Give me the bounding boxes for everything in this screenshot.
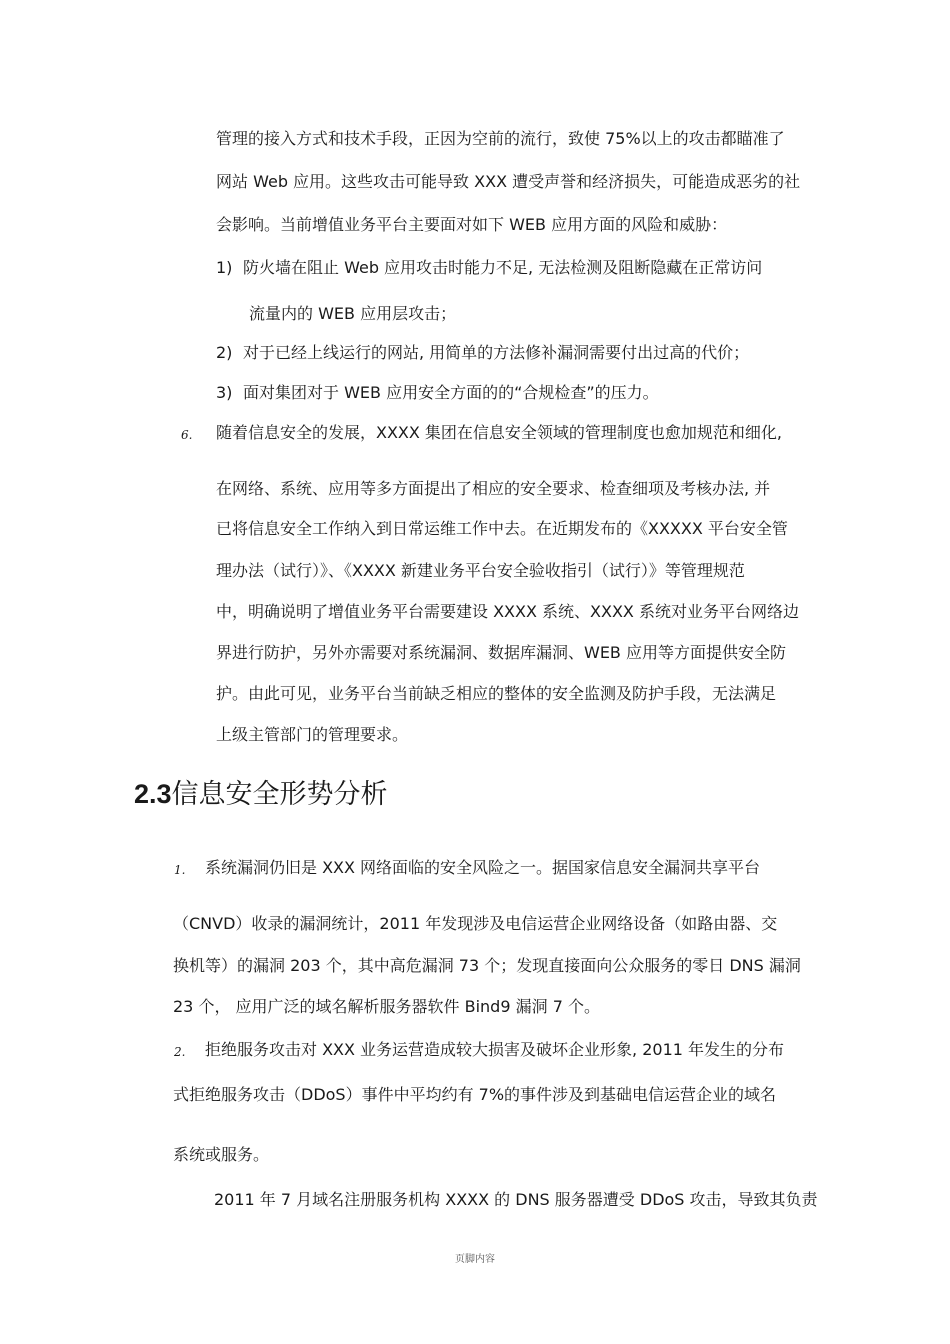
text-line: 会影响。当前增值业务平台主要面对如下 WEB 应用方面的风险和威胁：: [216, 215, 728, 234]
list-number: 2.: [174, 1045, 186, 1059]
paragraph-line: 2011 年 7 月域名注册服务机构 XXXX 的 DNS 服务器遭受 DDoS 攻击，导致其负责: [214, 1190, 818, 1209]
paragraph-line: 随着信息安全的发展，XXXX 集团在信息安全领域的管理制度也愈加规范和细化,: [216, 423, 783, 442]
section-number: 2.3: [134, 779, 172, 809]
paragraph-line: 中，明确说明了增值业务平台需要建设 XXXX 系统、XXXX 系统对业务平台网络边: [216, 602, 799, 621]
paragraph-line: 界进行防护，另外亦需要对系统漏洞、数据库漏洞、WEB 应用等方面提供安全防: [216, 643, 786, 662]
paragraph-line: 护。由此可见，业务平台当前缺乏相应的整体的安全监测及防护手段，无法满足: [216, 684, 777, 703]
section-title: 信息安全形势分析: [171, 779, 388, 810]
paragraph-line: 在网络、系统、应用等多方面提出了相应的安全要求、检查细项及考核办法, 并: [216, 479, 771, 498]
paragraph-line: 拒绝服务攻击对 XXX 业务运营造成较大损害及破坏企业形象, 2011 年发生的分布: [205, 1040, 785, 1059]
paragraph-line: （CNVD）收录的漏洞统计，2011 年发现涉及电信运营企业网络设备（如路由器、交: [173, 914, 778, 933]
list-number: 1.: [174, 863, 186, 877]
text-line: 管理的接入方式和技术手段，正因为空前的流行，致使 75%以上的攻击都瞄准了: [216, 129, 785, 148]
paragraph-line: 系统漏洞仍旧是 XXX 网络面临的安全风险之一。据国家信息安全漏洞共享平台: [205, 858, 761, 877]
paragraph-line: 换机等）的漏洞 203 个，其中高危漏洞 73 个；发现直接面向公众服务的零日 DNS 漏洞: [173, 956, 801, 975]
list-item-text: 流量内的 WEB 应用层攻击；: [249, 304, 457, 323]
list-marker: 2): [216, 343, 233, 362]
text-line: 网站 Web 应用。这些攻击可能导致 XXX 遭受声誉和经济损失，可能造成恶劣的社: [216, 172, 801, 191]
paragraph-line: 理办法（试行）》、《XXXX 新建业务平台安全验收指引（试行）》等管理规范: [216, 561, 745, 580]
list-marker: 1): [216, 258, 233, 277]
list-marker: 3): [216, 383, 233, 402]
list-item-text: 面对集团对于 WEB 应用安全方面的的“合规检查”的压力。: [243, 383, 659, 402]
section-heading: [134, 776, 388, 813]
list-number: 6.: [181, 428, 193, 442]
paragraph-line: 式拒绝服务攻击（DDoS）事件中平均约有 7%的事件涉及到基础电信运营企业的域名: [173, 1085, 777, 1104]
page-footer: 页脚内容: [455, 1254, 495, 1265]
paragraph-line: 上级主管部门的管理要求。: [216, 725, 409, 744]
paragraph-line: 已将信息安全工作纳入到日常运维工作中去。在近期发布的《XXXXX 平台安全管: [216, 519, 788, 538]
paragraph-line: 23 个， 应用广泛的域名解析服务器软件 Bind9 漏洞 7 个。: [173, 997, 600, 1016]
paragraph-line: 系统或服务。: [173, 1145, 270, 1164]
list-item-text: 对于已经上线运行的网站, 用简单的方法修补漏洞需要付出过高的代价；: [243, 343, 750, 362]
list-item-text: 防火墙在阻止 Web 应用攻击时能力不足, 无法检测及阻断隐藏在正常访问: [243, 258, 763, 277]
